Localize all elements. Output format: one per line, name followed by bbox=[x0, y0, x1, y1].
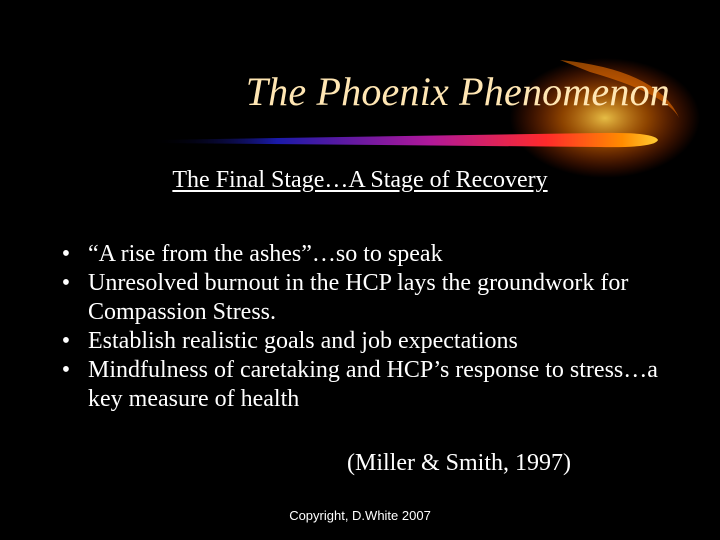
bullet-list bbox=[56, 240, 676, 414]
bullet-item bbox=[56, 327, 676, 356]
bullet-item bbox=[56, 356, 676, 414]
citation: (Miller & Smith, 1997) bbox=[347, 450, 571, 476]
bullet-marker: • bbox=[61, 357, 71, 383]
copyright-footer: Copyright, D.White 2007 bbox=[289, 508, 431, 523]
bullet-text: Establish realistic goals and job expectations bbox=[88, 328, 518, 354]
bullet-marker: • bbox=[61, 270, 71, 296]
bullet-text: “A rise from the ashes”…so to speak bbox=[88, 241, 443, 267]
bullet-text: Mindfulness of caretaking and HCP’s response to stress…a key measure of health bbox=[88, 357, 658, 412]
slide-subtitle: The Final Stage…A Stage of Recovery bbox=[172, 167, 548, 193]
bullet-text: Unresolved burnout in the HCP lays the groundwork for Compassion Stress. bbox=[88, 270, 629, 325]
slide-title: The Phoenix Phenomenon bbox=[245, 69, 670, 114]
bullet-marker: • bbox=[61, 328, 71, 354]
bullet-item bbox=[56, 240, 676, 269]
bullet-item bbox=[56, 269, 676, 327]
bullet-marker: • bbox=[61, 241, 71, 267]
